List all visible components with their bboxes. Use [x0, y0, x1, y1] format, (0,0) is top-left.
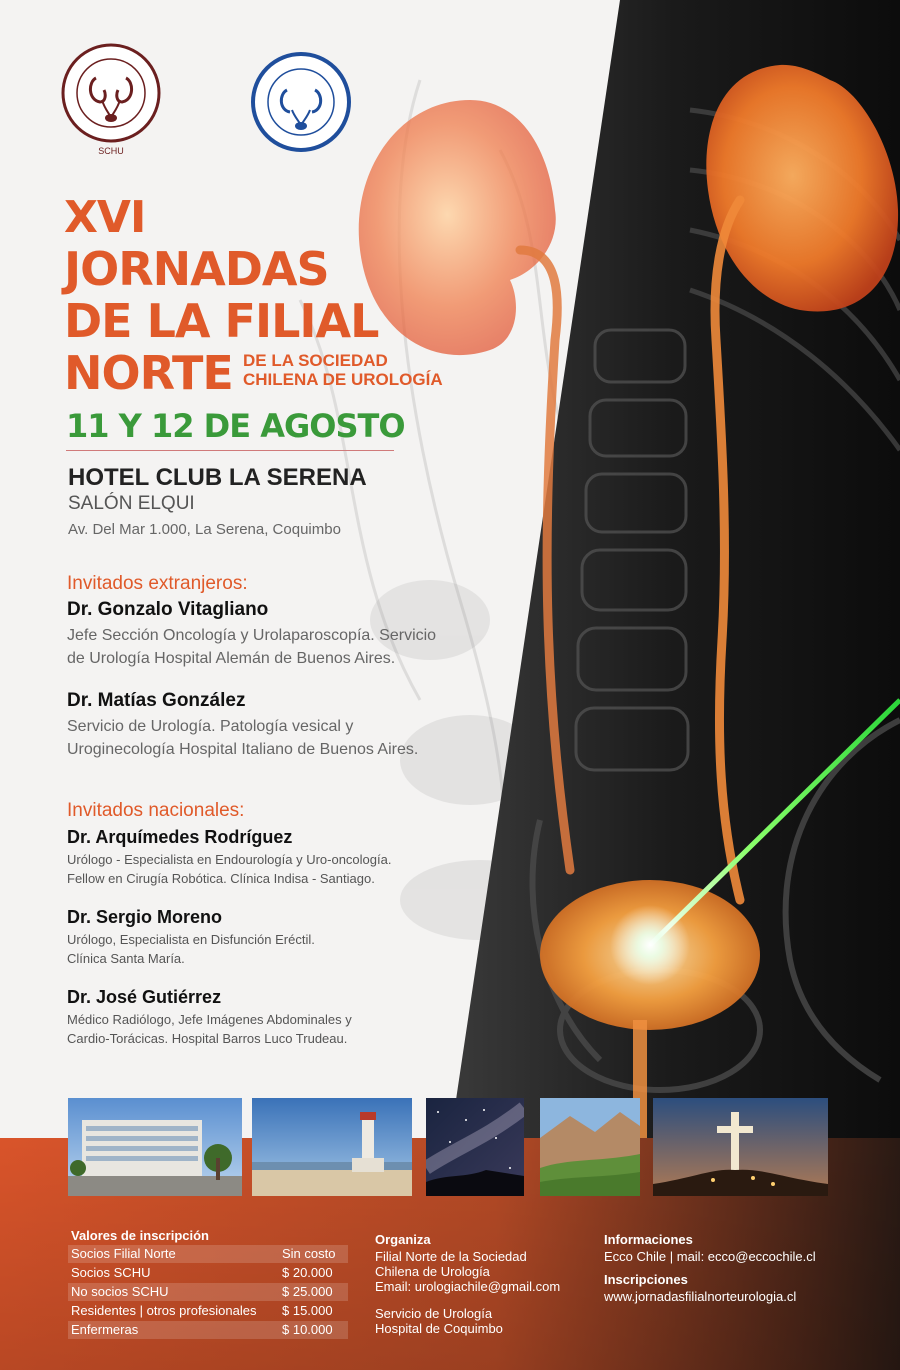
- organizer-heading: Organiza: [375, 1232, 431, 1247]
- valley-photo: [540, 1098, 640, 1196]
- national-guests-heading: Invitados nacionales:: [67, 800, 245, 821]
- night-sky-photo: [426, 1098, 524, 1196]
- edition-numeral: XVI: [64, 192, 146, 243]
- guest-description: Clínica Santa María.: [67, 951, 185, 966]
- guest-name: Dr. Arquímedes Rodríguez: [67, 827, 293, 847]
- hotel-photo: [68, 1098, 242, 1196]
- organizer-line: Chilena de Urología: [375, 1264, 490, 1279]
- guest-name: Dr. Matías González: [67, 690, 246, 711]
- schu-logo-label: SCHU: [98, 146, 124, 156]
- date-divider: [66, 450, 394, 451]
- guest-description: de Urología Hospital Alemán de Buenos Aires.: [67, 650, 396, 667]
- table-row: [68, 1321, 348, 1339]
- filial-norte-logo: [250, 52, 352, 152]
- subtitle-line-1: DE LA SOCIEDAD: [243, 351, 388, 370]
- filial-norte-logo-emblem: [250, 52, 352, 152]
- organizer-line: Hospital de Coquimbo: [375, 1321, 503, 1336]
- fee-amount: $ 10.000: [282, 1322, 333, 1337]
- guest-item: [67, 690, 527, 761]
- fee-category: Socios SCHU: [71, 1265, 151, 1280]
- table-row: [68, 1245, 348, 1263]
- table-row: [68, 1302, 348, 1320]
- info-heading: Informaciones: [604, 1232, 693, 1247]
- guest-item: [67, 599, 527, 670]
- foreign-guests-heading: Invitados extranjeros:: [67, 573, 248, 594]
- fee-amount: Sin costo: [282, 1246, 336, 1261]
- table-row: [68, 1283, 348, 1301]
- guest-description: Uroginecología Hospital Italiano de Buenos Aires.: [67, 741, 419, 758]
- info-contact[interactable]: Ecco Chile | mail: ecco@eccochile.cl: [604, 1249, 816, 1264]
- fee-amount: $ 15.000: [282, 1303, 333, 1318]
- title-line-2: DE LA FILIAL: [64, 294, 379, 348]
- fee-category: Socios Filial Norte: [71, 1246, 176, 1261]
- guest-description: Servicio de Urología. Patología vesical y: [67, 718, 354, 735]
- venue-name: HOTEL CLUB LA SERENA: [68, 464, 367, 491]
- schu-logo-emblem: [60, 42, 162, 144]
- title-line-1: JORNADAS: [64, 242, 329, 296]
- fee-amount: $ 25.000: [282, 1284, 333, 1299]
- fee-category: No socios SCHU: [71, 1284, 169, 1299]
- guest-name: Dr. José Gutiérrez: [67, 987, 222, 1007]
- venue-address: Av. Del Mar 1.000, La Serena, Coquimbo: [68, 521, 341, 538]
- guest-item: [67, 907, 507, 968]
- guest-description: Fellow en Cirugía Robótica. Clínica Indisa - Santiago.: [67, 871, 375, 886]
- title-line-3: NORTE: [64, 346, 233, 400]
- contact-block: [604, 1232, 894, 1304]
- fee-category: Enfermeras: [71, 1322, 139, 1337]
- subtitle-line-2: CHILENA DE UROLOGÍA: [243, 370, 443, 389]
- fees-heading: Valores de inscripción: [71, 1228, 209, 1243]
- venue-room: SALÓN ELQUI: [68, 493, 195, 514]
- registration-heading: Inscripciones: [604, 1272, 688, 1287]
- fee-amount: $ 20.000: [282, 1265, 333, 1280]
- lighthouse-photo: [252, 1098, 412, 1196]
- guest-item: [67, 827, 507, 888]
- table-row: [68, 1264, 348, 1282]
- guest-item: [67, 987, 507, 1048]
- guest-name: Dr. Sergio Moreno: [67, 907, 223, 927]
- event-date: 11 Y 12 DE AGOSTO: [66, 407, 405, 445]
- guest-description: Urólogo - Especialista en Endourología y Uro-oncología.: [67, 852, 392, 867]
- organizer-block: [375, 1232, 595, 1336]
- schu-logo: [60, 42, 162, 160]
- guest-name: Dr. Gonzalo Vitagliano: [67, 599, 269, 620]
- organizer-line: Filial Norte de la Sociedad: [375, 1249, 527, 1264]
- guest-description: Urólogo, Especialista en Disfunción Eréctil.: [67, 932, 315, 947]
- organizer-email[interactable]: Email: urologiachile@gmail.com: [375, 1279, 561, 1294]
- guest-description: Cardio-Torácicas. Hospital Barros Luco Trudeau.: [67, 1031, 348, 1046]
- registration-url[interactable]: www.jornadasfilialnorteurologia.cl: [604, 1289, 797, 1304]
- guest-description: Jefe Sección Oncología y Urolaparoscopía. Servicio: [67, 627, 437, 644]
- cross-photo: [653, 1098, 828, 1196]
- organizer-line: Servicio de Urología: [375, 1306, 493, 1321]
- guest-description: Médico Radiólogo, Jefe Imágenes Abdominales y: [67, 1012, 352, 1027]
- fee-category: Residentes | otros profesionales: [71, 1303, 257, 1318]
